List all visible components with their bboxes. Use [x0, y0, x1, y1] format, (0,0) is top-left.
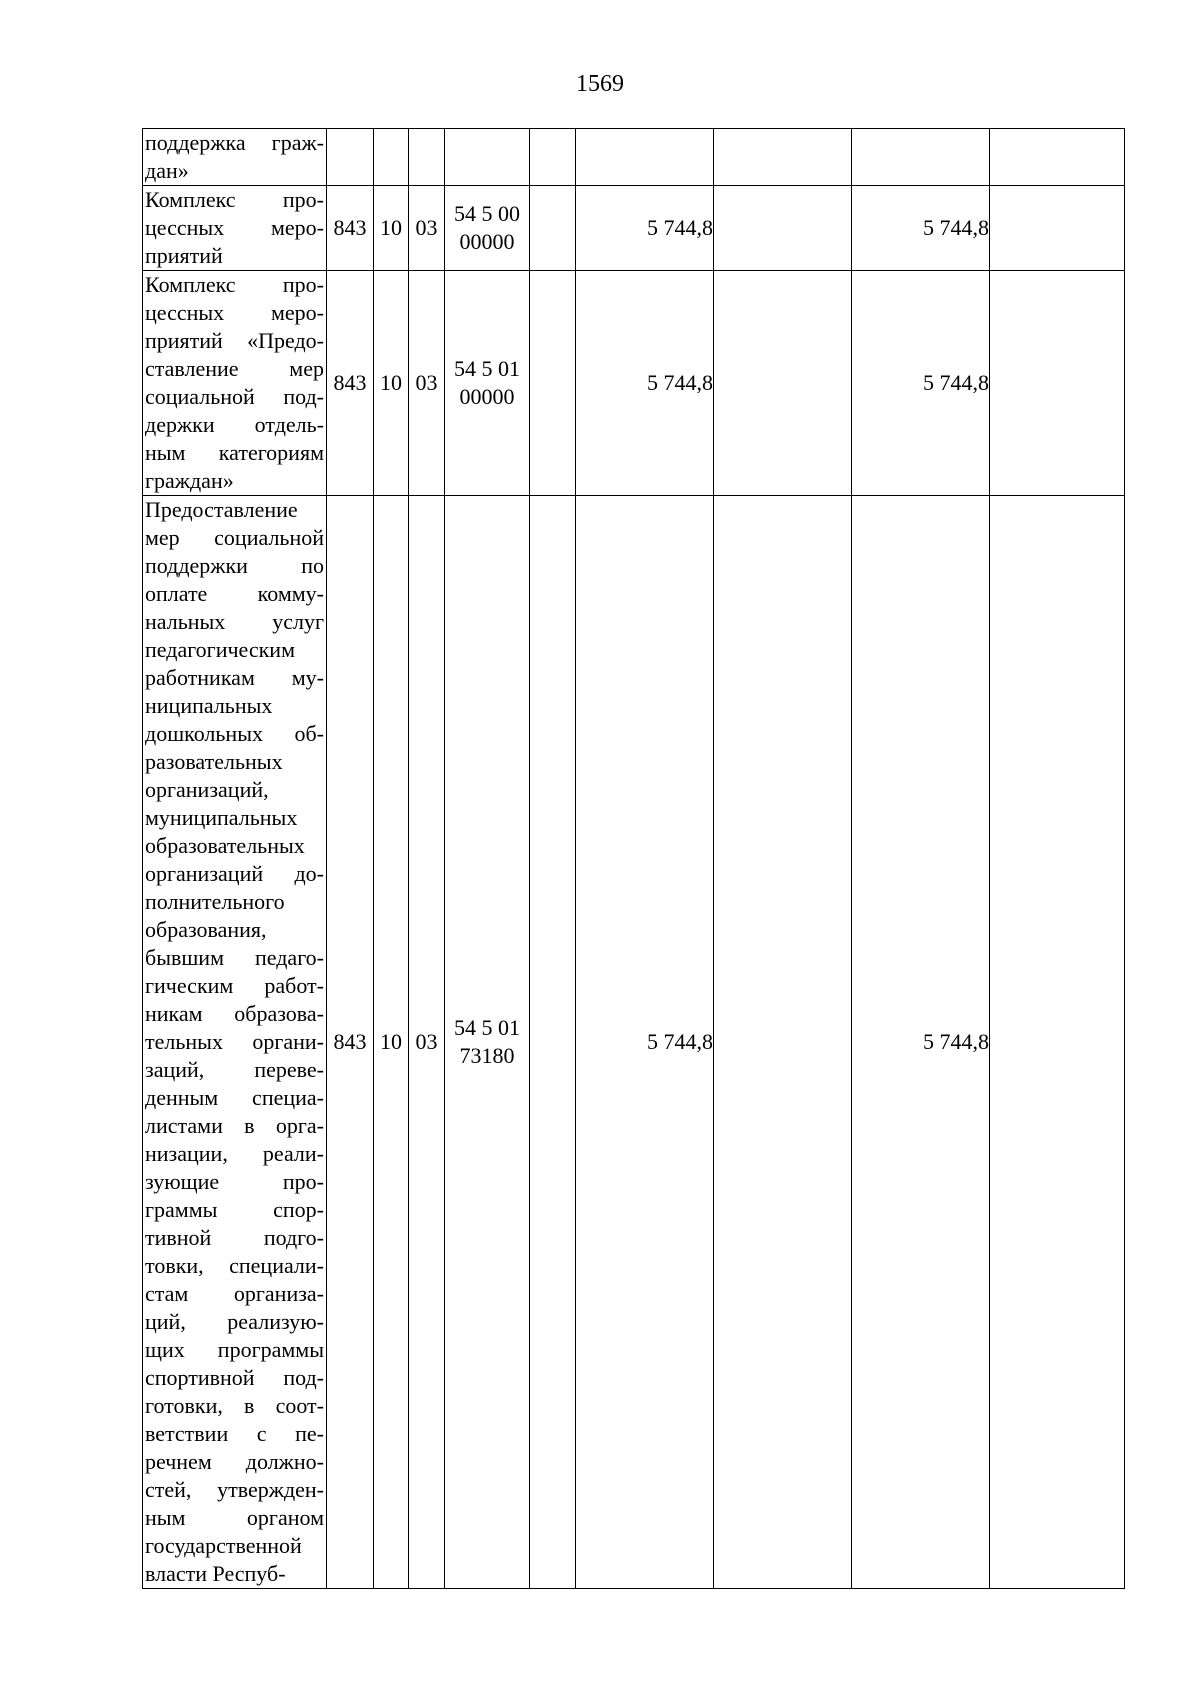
- rz-cell: 10: [374, 186, 409, 271]
- row-name-line: гическим работ-: [145, 973, 324, 998]
- row-name-line: приятий «Предо-: [145, 328, 324, 353]
- grbs-cell: [327, 129, 374, 186]
- row-name-line: щих программы: [145, 1337, 324, 1362]
- budget-table: [142, 128, 1125, 1589]
- amount-cell-3: 5 744,8: [852, 271, 990, 496]
- pr-cell: [409, 129, 445, 186]
- row-name-line: полнительного: [145, 889, 285, 914]
- table-row: [143, 129, 1125, 186]
- row-name-line: тельных органи-: [145, 1029, 324, 1054]
- amount-cell-3: 5 744,8: [852, 496, 990, 1589]
- row-name-line: образовательных: [145, 833, 305, 858]
- csr-line: 00000: [459, 384, 515, 409]
- rz-cell: [374, 129, 409, 186]
- amount-cell-3: 5 744,8: [852, 186, 990, 271]
- grbs-cell: 843: [327, 271, 374, 496]
- row-name-line: поддержки по: [145, 553, 324, 578]
- row-name-line: ным категориям: [145, 440, 324, 465]
- table-row: [143, 496, 1125, 1589]
- amount-cell-4: [990, 129, 1125, 186]
- pr-cell: 03: [409, 186, 445, 271]
- row-name-line: приятий: [145, 243, 223, 268]
- csr-cell: [445, 271, 530, 496]
- row-name-line: низации, реали-: [145, 1141, 324, 1166]
- row-name-line: ций, реализую-: [145, 1309, 324, 1334]
- row-name-line: никам образова-: [145, 1001, 324, 1026]
- amount-cell-2: [714, 186, 852, 271]
- vr-cell: [530, 129, 576, 186]
- row-name-line: Комплекс про-: [145, 272, 324, 297]
- amount-cell-2: [714, 129, 852, 186]
- row-name-cell: [143, 186, 327, 271]
- amount-cell-1: 5 744,8: [576, 271, 714, 496]
- row-name-line: стей, утвержден-: [145, 1477, 324, 1502]
- vr-cell: [530, 186, 576, 271]
- row-name-line: ветствии с пе-: [145, 1421, 324, 1446]
- row-name-line: держки отдель-: [145, 412, 324, 437]
- row-name-line: работникам му-: [145, 665, 324, 690]
- vr-cell: [530, 271, 576, 496]
- row-name-line: спортивной под-: [145, 1365, 324, 1390]
- amount-cell-1: 5 744,8: [576, 496, 714, 1589]
- rz-cell: 10: [374, 271, 409, 496]
- grbs-cell: 843: [327, 186, 374, 271]
- row-name-line: граммы спор-: [145, 1197, 324, 1222]
- rz-cell: 10: [374, 496, 409, 1589]
- amount-cell-3: [852, 129, 990, 186]
- row-name-line: дошкольных об-: [145, 721, 324, 746]
- row-name-line: власти Респуб-: [145, 1561, 286, 1586]
- row-name-line: оплате комму-: [145, 581, 324, 606]
- row-name-line: бывшим педаго-: [145, 945, 324, 970]
- row-name-cell: [143, 129, 327, 186]
- row-name-cell: [143, 496, 327, 1589]
- amount-cell-2: [714, 271, 852, 496]
- row-name-line: листами в орга-: [145, 1113, 324, 1138]
- row-name-line: граждан»: [145, 468, 234, 493]
- row-name-line: ставление мер: [145, 356, 324, 381]
- page-number: 1569: [576, 71, 624, 97]
- pr-cell: 03: [409, 271, 445, 496]
- csr-line: 73180: [459, 1043, 515, 1068]
- row-name-cell: [143, 271, 327, 496]
- row-name-line: заций, переве-: [145, 1057, 324, 1082]
- row-name-line: нальных услуг: [145, 609, 324, 634]
- row-name-line: денным специа-: [145, 1085, 324, 1110]
- amount-cell-1: 5 744,8: [576, 186, 714, 271]
- csr-line: 54 5 01: [454, 1015, 520, 1040]
- row-name-line: цессных меро-: [145, 215, 324, 240]
- row-name-line: поддержка граж-: [145, 130, 324, 155]
- row-name-line: готовки, в соот-: [145, 1393, 324, 1418]
- amount-cell-4: [990, 271, 1125, 496]
- row-name-line: муниципальных: [145, 805, 298, 830]
- row-name-line: Комплекс про-: [145, 187, 324, 212]
- table-row: [143, 186, 1125, 271]
- row-name-line: организаций,: [145, 777, 269, 802]
- amount-cell-4: [990, 186, 1125, 271]
- row-name-line: товки, специали-: [145, 1253, 324, 1278]
- row-name-line: мер социальной: [145, 525, 324, 550]
- row-name-line: дан»: [145, 158, 189, 183]
- vr-cell: [530, 496, 576, 1589]
- row-name-line: разовательных: [145, 749, 283, 774]
- row-name-line: ниципальных: [145, 693, 273, 718]
- row-name-line: организаций до-: [145, 861, 324, 886]
- csr-cell: [445, 186, 530, 271]
- csr-line: 00000: [459, 229, 515, 254]
- table-row: [143, 271, 1125, 496]
- table-body: [143, 129, 1125, 1589]
- row-name-line: цессных меро-: [145, 300, 324, 325]
- csr-cell: [445, 496, 530, 1589]
- row-name-line: педагогическим: [145, 637, 296, 662]
- row-name-line: зующие про-: [145, 1169, 324, 1194]
- grbs-cell: 843: [327, 496, 374, 1589]
- row-name-line: стам организа-: [145, 1281, 324, 1306]
- row-name-line: Предоставление: [145, 497, 298, 522]
- csr-line: 54 5 00: [454, 201, 520, 226]
- csr-line: 54 5 01: [454, 356, 520, 381]
- row-name-line: ным органом: [145, 1505, 324, 1530]
- row-name-line: речнем должно-: [145, 1449, 324, 1474]
- row-name-line: государственной: [145, 1533, 302, 1558]
- row-name-line: тивной подго-: [145, 1225, 324, 1250]
- amount-cell-4: [990, 496, 1125, 1589]
- amount-cell-1: [576, 129, 714, 186]
- row-name-line: образования,: [145, 917, 267, 942]
- csr-cell: [445, 129, 530, 186]
- row-name-line: социальной под-: [145, 384, 324, 409]
- pr-cell: 03: [409, 496, 445, 1589]
- amount-cell-2: [714, 496, 852, 1589]
